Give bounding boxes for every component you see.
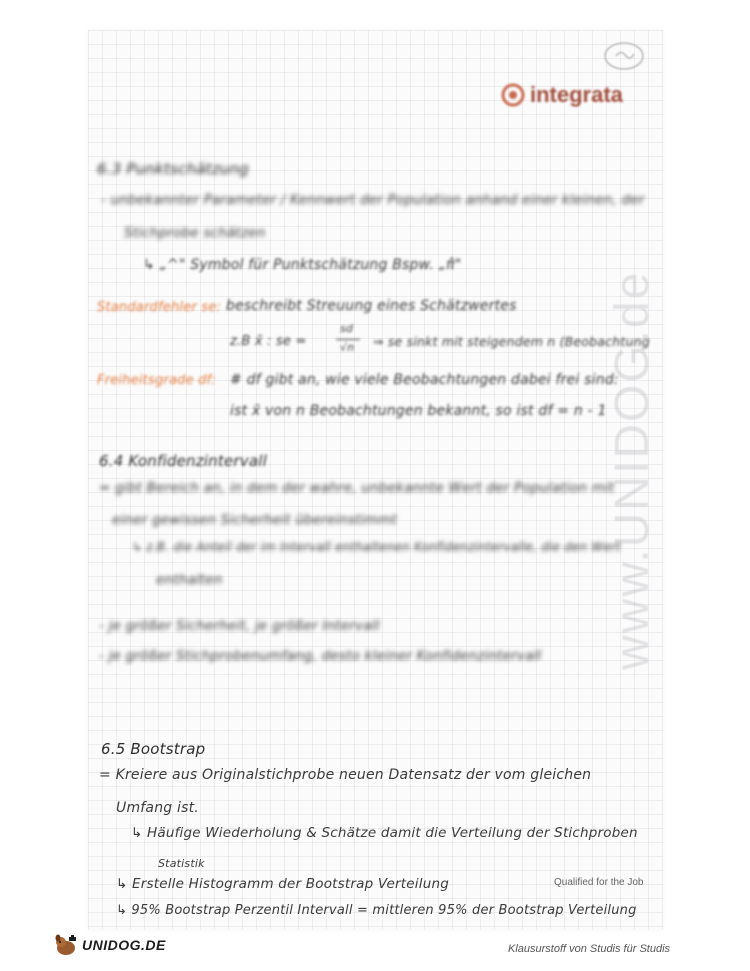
degrees-freedom-label: Freiheitsgrade df:: [97, 373, 216, 388]
degrees-freedom-line1: # df gibt an, wie viele Beobachtungen dabei frei sind:: [230, 372, 619, 388]
section-6-4-line4: enthalten: [156, 572, 223, 588]
section-6-5-line2: Umfang ist.: [116, 800, 199, 816]
standard-error-formula-prefix: z.B x̄ : se =: [230, 334, 307, 349]
fraction-bar: [336, 339, 360, 340]
standard-error-label: Standardfehler se:: [97, 300, 222, 315]
watermark: www.UNIDOG.de: [606, 270, 659, 670]
standard-error-formula-suffix: ⇒ se sinkt mit steigendem n (Beobachtung: [373, 334, 650, 349]
unidog-logo: [52, 933, 166, 957]
footer-caption: Klausurstoff von Studis für Studis: [508, 943, 671, 955]
degrees-freedom-line2: ist x̄ von n Beobachtungen bekannt, so ist df = n - 1: [230, 403, 607, 419]
section-6-4-line5: - je größer Sicherheit, je größer Intervall: [99, 618, 380, 634]
section-6-5-line4: Statistik: [158, 857, 205, 870]
stamp-icon: [600, 38, 646, 76]
section-6-5-heading: 6.5 Bootstrap: [101, 740, 206, 758]
section-6-4-line3: ↳ z.B. die Anteil der im Intervall enthaltenen Konfidenzintervalle, die den Wert: [132, 540, 621, 554]
brand-logo: [500, 82, 623, 108]
section-6-3-line2: Stichprobe schätzen: [124, 225, 266, 241]
section-6-4-line1: = gibt Bereich an, in dem der wahre, unbekannte Wert der Population mit: [99, 480, 615, 496]
section-6-5-line5: ↳ Erstelle Histogramm der Bootstrap Verteilung: [116, 876, 449, 892]
section-6-4-line6: - je größer Stichprobenumfang, desto kleiner Konfidenzintervall: [99, 648, 542, 664]
section-6-4-line2: einer gewissen Sicherheit übereinstimmt: [112, 512, 398, 528]
brand-name: integrata: [530, 82, 623, 107]
section-6-5-line6: ↳ 95% Bootstrap Perzentil Intervall = mittleren 95% der Bootstrap Verteilung: [116, 903, 637, 918]
section-6-5-line1: = Kreiere aus Originalstichprobe neuen Datensatz der vom gleichen: [99, 767, 592, 783]
integrata-logo-icon: [500, 82, 526, 108]
section-6-3-heading: 6.3 Punktschätzung: [97, 160, 249, 178]
section-6-4-heading: 6.4 Konfidenzintervall: [99, 452, 267, 470]
section-6-3-line1: - unbekannter Parameter / Kennwert der Population anhand einer kleinen, der: [101, 192, 645, 208]
section-6-3-line3: ↳ „^" Symbol für Punktschätzung Bspw. „π̂": [143, 257, 462, 273]
tagline: Qualified for the Job: [554, 877, 644, 888]
dog-icon: [52, 933, 80, 957]
unidog-logo-text: UNIDOG.DE: [82, 937, 166, 953]
standard-error-formula-denominator: √n: [340, 341, 355, 354]
standard-error-formula-numerator: sd: [340, 322, 354, 335]
section-6-5-line3: ↳ Häufige Wiederholung & Schätze damit die Verteilung der Stichproben: [131, 825, 638, 841]
standard-error-text: beschreibt Streuung eines Schätzwertes: [226, 298, 517, 314]
